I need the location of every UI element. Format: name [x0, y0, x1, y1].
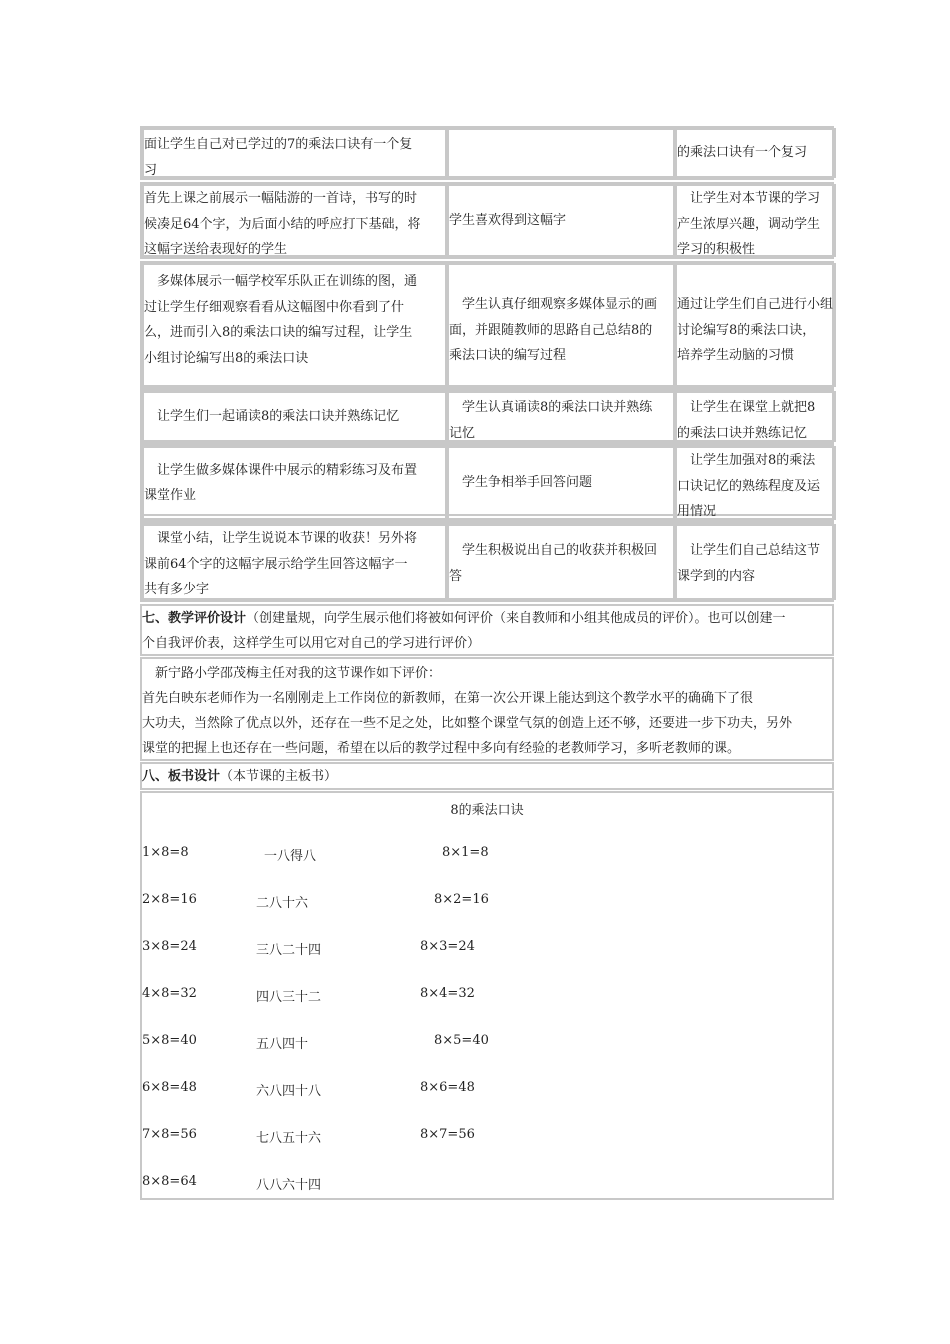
board-title: 8的乘法口诀	[450, 803, 524, 818]
cell-line: 学生争相举手回答问题	[449, 475, 593, 491]
cell-line: 么，进而引入8的乘法口诀的编写过程，让学生	[144, 325, 413, 340]
table-cell-teacher-activity	[142, 446, 447, 520]
board-rhyme: 二八十六	[256, 896, 309, 911]
section-8-cell	[142, 764, 832, 788]
cell-line: 课学到的内容	[677, 568, 756, 584]
board-equation-reverse: 8×3=24	[420, 939, 475, 954]
cell-line: 通过让学生们自己进行小组	[677, 297, 834, 312]
board-rhyme: 七八五十六	[256, 1131, 322, 1146]
cell-line: 多媒体展示一幅学校军乐队正在训练的图，通	[144, 274, 418, 289]
cell-line: 过让学生仔细观察看看从这幅图中你看到了什	[144, 299, 405, 315]
cell-line: 首先上课之前展示一幅陆游的一首诗，书写的时	[144, 191, 418, 206]
board-equation: 7×8=56	[142, 1127, 197, 1142]
table-cell-student-activity	[447, 524, 675, 600]
table-cell-design-intent	[675, 263, 836, 387]
evaluation-line: 新宁路小学邵茂梅主任对我的这节课作如下评价：	[142, 666, 442, 681]
cell-line: 用情况	[677, 504, 717, 519]
board-equation-reverse: 8×4=32	[420, 986, 475, 1001]
cell-line: 学生认真仔细观察多媒体显示的画	[449, 297, 658, 312]
table-cell-teacher-activity	[142, 263, 447, 387]
board-equation-reverse: 8×1=8	[442, 845, 489, 860]
cell-line: 学生积极说出自己的收获并积极回	[449, 543, 658, 558]
board-rhyme: 八八六十四	[256, 1178, 322, 1193]
board-equation: 3×8=24	[142, 939, 197, 954]
cell-line: 口诀记忆的熟练程度及运	[677, 478, 821, 494]
section-8-note: （本节课的主板书）	[220, 768, 338, 784]
cell-line: 的乘法口诀并熟练记忆	[677, 425, 808, 441]
board-rhyme: 三八二十四	[256, 943, 322, 958]
table-cell-design-intent	[675, 446, 836, 520]
cell-line: 让学生们一起诵读8的乘法口诀并熟练记忆	[144, 408, 400, 424]
table-row	[140, 522, 834, 602]
cell-line: 习	[144, 162, 158, 178]
cell-line: 培养学生动脑的习惯	[677, 348, 795, 363]
board-equation-reverse: 8×7=56	[420, 1127, 475, 1142]
table-cell-teacher-activity	[142, 128, 447, 178]
table-cell-student-activity	[447, 446, 675, 520]
section-7-intro-cont: 个自我评价表，这样学生可以用它对自己的学习进行评价）	[142, 636, 481, 651]
cell-line: 让学生在课堂上就把8	[677, 400, 816, 415]
table-row	[140, 126, 834, 180]
board-equation: 8×8=64	[142, 1174, 197, 1189]
cell-line: 这幅字送给表现好的学生	[144, 242, 288, 257]
board-equation: 1×8=8	[142, 845, 189, 860]
table-cell-teacher-activity	[142, 391, 447, 442]
board-equation-reverse: 8×6=48	[420, 1080, 475, 1095]
cell-line: 让学生做多媒体课件中展示的精彩练习及布置	[144, 462, 418, 478]
cell-line: 答	[449, 568, 463, 584]
table-cell-student-activity	[447, 184, 675, 257]
cell-line: 课堂小结，让学生说说本节课的收获！另外将	[144, 531, 418, 546]
cell-line: 面，并跟随教师的思路自己总结8的	[449, 322, 653, 338]
table-cell-design-intent	[675, 524, 836, 600]
board-equation: 5×8=40	[142, 1033, 197, 1048]
board-equation-reverse: 8×2=16	[434, 892, 489, 907]
board-rhyme: 四八三十二	[256, 990, 322, 1005]
evaluation-row	[140, 657, 834, 761]
blackboard-design	[140, 791, 834, 1200]
table-cell-teacher-activity	[142, 524, 447, 600]
cell-line: 课堂作业	[144, 488, 197, 503]
board-equation-reverse: 8×5=40	[434, 1033, 489, 1048]
cell-line: 产生浓厚兴趣，调动学生	[677, 216, 821, 232]
evaluation-line: 首先白映东老师作为一名刚刚走上工作岗位的新教师，在第一次公开课上能达到这个教学水平的确确下了很	[142, 691, 754, 706]
table-row	[140, 261, 834, 389]
board-equation: 4×8=32	[142, 986, 197, 1001]
section-7-cell	[142, 606, 832, 654]
section-8-row	[140, 762, 834, 790]
table-cell-student-activity	[447, 128, 675, 178]
cell-line: 让学生们自己总结这节	[677, 543, 821, 558]
board-rhyme: 六八四十八	[256, 1084, 322, 1099]
cell-line: 候凑足64个字，为后面小结的呼应打下基础，将	[144, 216, 421, 232]
cell-line: 乘法口诀的编写过程	[449, 348, 567, 363]
cell-line: 记忆	[449, 425, 476, 441]
table-row	[140, 389, 834, 444]
board-rhyme: 一八得八	[264, 849, 317, 864]
section-7-intro: （创建量规，向学生展示他们将被如何评价（来自教师和小组其他成员的评价）。也可以创建一	[246, 611, 786, 626]
cell-line: 小组讨论编写出8的乘法口诀	[144, 350, 309, 366]
evaluation-line: 大功夫，当然除了优点以外，还存在一些不足之处，比如整个课堂气氛的创造上还不够，还要进一步下功夫，另外	[142, 716, 793, 731]
cell-line: 的乘法口诀有一个复习	[677, 145, 808, 161]
section-8-heading: 八、板书设计	[142, 768, 221, 784]
evaluation-cell	[142, 659, 832, 759]
board-equation: 6×8=48	[142, 1080, 197, 1095]
cell-line: 课前64个字的这幅字展示给学生回答这幅字一	[144, 556, 408, 572]
cell-line: 共有多少字	[144, 582, 210, 597]
table-row	[140, 182, 834, 259]
table-cell-design-intent	[675, 391, 836, 442]
cell-line: 讨论编写8的乘法口诀，	[677, 322, 816, 338]
cell-line: 让学生对本节课的学习	[677, 191, 821, 206]
cell-line: 学生喜欢得到这幅字	[449, 212, 567, 228]
section-7-heading: 七、教学评价设计	[142, 611, 247, 626]
table-row	[140, 444, 834, 522]
board-equation: 2×8=16	[142, 892, 197, 907]
table-cell-design-intent	[675, 128, 836, 178]
table-cell-student-activity	[447, 263, 675, 387]
board-rhyme: 五八四十	[256, 1037, 309, 1052]
section-7-row	[140, 604, 834, 656]
table-cell-teacher-activity	[142, 184, 447, 257]
evaluation-line: 课堂的把握上也还存在一些问题，希望在以后的教学过程中多向有经验的老教师学习，多听老教师的课。	[142, 741, 741, 756]
table-cell-student-activity	[447, 391, 675, 442]
cell-line: 学生认真诵读8的乘法口诀并熟练	[449, 400, 653, 415]
cell-line: 让学生加强对8的乘法	[677, 453, 816, 468]
cell-line: 学习的积极性	[677, 242, 756, 257]
table-cell-design-intent	[675, 184, 836, 257]
cell-line: 面让学生自己对已学过的7的乘法口诀有一个复	[144, 137, 413, 152]
